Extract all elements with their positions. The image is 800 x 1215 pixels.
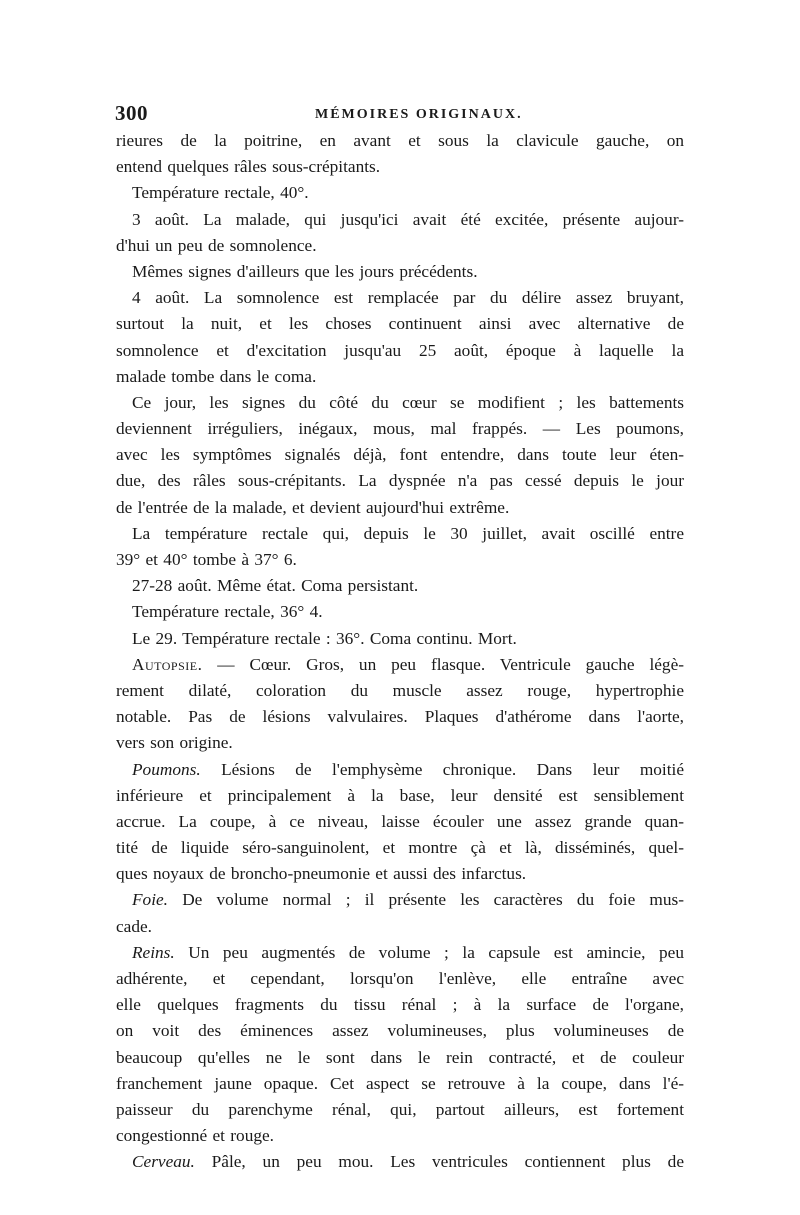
section-lead: Reins.	[132, 942, 175, 962]
section-lead: Autopsie.	[132, 654, 203, 674]
text-line	[116, 757, 684, 783]
text-line	[116, 1123, 684, 1149]
text-line	[116, 364, 684, 390]
line-text: surtout la nuit, et les choses continuent ainsi avec alternative de	[116, 314, 684, 334]
line-text: Température rectale, 36° 4.	[132, 602, 323, 622]
line-text: — Cœur. Gros, un peu flasque. Ventricule gauche légè-	[202, 654, 684, 674]
line-text: 39° et 40° tombe à 37° 6.	[116, 550, 297, 569]
line-text: d'hui un peu de somnolence.	[116, 235, 317, 255]
line-text: Le 29. Température rectale : 36°. Coma continu. Mort.	[132, 628, 517, 648]
text-line	[116, 1018, 684, 1044]
text-line	[116, 887, 684, 913]
text-line	[116, 1097, 684, 1123]
text-line	[116, 154, 684, 180]
text-line	[116, 521, 684, 547]
line-text: franchement jaune opaque. Cet aspect se retrouve à la coupe, dans l'é-	[116, 1073, 684, 1093]
line-text: elle quelques fragments du tissu rénal ; à la surface de l'organe,	[116, 995, 684, 1015]
text-line	[116, 207, 684, 233]
line-text: on voit des éminences assez volumineuses, plus volumineuses de	[116, 1021, 684, 1041]
text-line	[116, 940, 684, 966]
text-line	[116, 259, 684, 285]
text-line	[116, 730, 684, 756]
page-header	[115, 101, 685, 127]
line-text: beaucoup qu'elles ne le sont dans le rein contracté, et de couleur	[116, 1047, 684, 1067]
line-text: paisseur du parenchyme rénal, qui, partout ailleurs, est fortement	[116, 1099, 684, 1119]
text-line	[116, 809, 684, 835]
text-line	[116, 128, 684, 154]
text-line	[116, 468, 684, 494]
text-line	[116, 573, 684, 599]
text-line	[116, 599, 684, 625]
line-text: Pâle, un peu mou. Les ventricules contiennent plus de	[194, 1152, 684, 1172]
text-line	[116, 678, 684, 704]
body-text	[116, 128, 684, 1176]
section-lead: Poumons.	[132, 759, 201, 779]
text-line	[116, 442, 684, 468]
text-line	[116, 311, 684, 337]
text-line	[116, 547, 684, 573]
text-line	[116, 233, 684, 259]
section-lead: Cerveau.	[132, 1152, 195, 1172]
line-text: La température rectale qui, depuis le 30 juillet, avait oscillé entre	[132, 523, 684, 543]
text-line	[116, 285, 684, 311]
text-line	[116, 180, 684, 206]
line-text: inférieure et principalement à la base, leur densité est sensiblement	[116, 785, 684, 805]
text-line	[116, 704, 684, 730]
text-line	[116, 1149, 684, 1175]
text-line	[116, 966, 684, 992]
line-text: rieures de la poitrine, en avant et sous la clavicule gauche, on	[116, 131, 684, 150]
text-line	[116, 416, 684, 442]
text-line	[116, 1071, 684, 1097]
line-text: somnolence et d'excitation jusqu'au 25 août, époque à laquelle la	[116, 340, 684, 360]
line-text: vers son origine.	[116, 733, 233, 753]
text-line	[116, 914, 684, 940]
line-text: tité de liquide séro-sanguinolent, et montre çà et là, disséminés, quel-	[116, 838, 684, 858]
page-number: 300	[115, 101, 148, 125]
line-text: 4 août. La somnolence est remplacée par du délire assez bruyant,	[132, 288, 684, 308]
line-text: rement dilaté, coloration du muscle assez rouge, hypertrophie	[116, 680, 684, 700]
text-line	[116, 626, 684, 652]
line-text: notable. Pas de lésions valvulaires. Plaques d'athérome dans l'aorte,	[116, 707, 684, 727]
running-title: MÉMOIRES ORIGINAUX.	[315, 107, 523, 122]
text-line	[116, 861, 684, 887]
text-line	[116, 338, 684, 364]
text-line	[116, 1045, 684, 1071]
line-text: entend quelques râles sous-crépitants.	[116, 157, 381, 177]
text-line	[116, 783, 684, 809]
line-text: accrue. La coupe, à ce niveau, laisse écouler une assez grande quan-	[116, 811, 684, 831]
line-text: Mêmes signes d'ailleurs que les jours précédents.	[132, 261, 478, 281]
section-lead: Foie.	[132, 890, 168, 910]
text-line	[116, 390, 684, 416]
text-line	[116, 835, 684, 861]
line-text: adhérente, et cependant, lorsqu'on l'enlève, elle entraîne avec	[116, 969, 684, 988]
line-text: cade.	[116, 916, 152, 936]
text-line	[116, 495, 684, 521]
line-text: Température rectale, 40°.	[132, 183, 309, 203]
text-line	[116, 992, 684, 1018]
line-text: due, des râles sous-crépitants. La dyspnée n'a pas cessé depuis le jour	[116, 471, 684, 491]
line-text: Ce jour, les signes du côté du cœur se modifient ; les battements	[132, 392, 684, 412]
line-text: 27-28 août. Même état. Coma persistant.	[132, 576, 419, 596]
line-text: ques noyaux de broncho-pneumonie et aussi des infarctus.	[116, 864, 527, 884]
text-line	[116, 652, 684, 678]
line-text: Lésions de l'emphysème chronique. Dans leur moitié	[200, 759, 684, 779]
line-text: congestionné et rouge.	[116, 1126, 274, 1146]
line-text: deviennent irréguliers, inégaux, mous, mal frappés. — Les poumons,	[116, 419, 684, 439]
line-text: malade tombe dans le coma.	[116, 366, 317, 386]
line-text: avec les symptômes signalés déjà, font entendre, dans toute leur éten-	[116, 445, 684, 465]
line-text: De volume normal ; il présente les caractères du foie mus-	[168, 890, 684, 910]
line-text: 3 août. La malade, qui jusqu'ici avait été excitée, présente aujour-	[132, 209, 684, 229]
line-text: Un peu augmentés de volume ; la capsule est amincie, peu	[174, 942, 684, 962]
line-text: de l'entrée de la malade, et devient aujourd'hui extrême.	[116, 497, 510, 517]
